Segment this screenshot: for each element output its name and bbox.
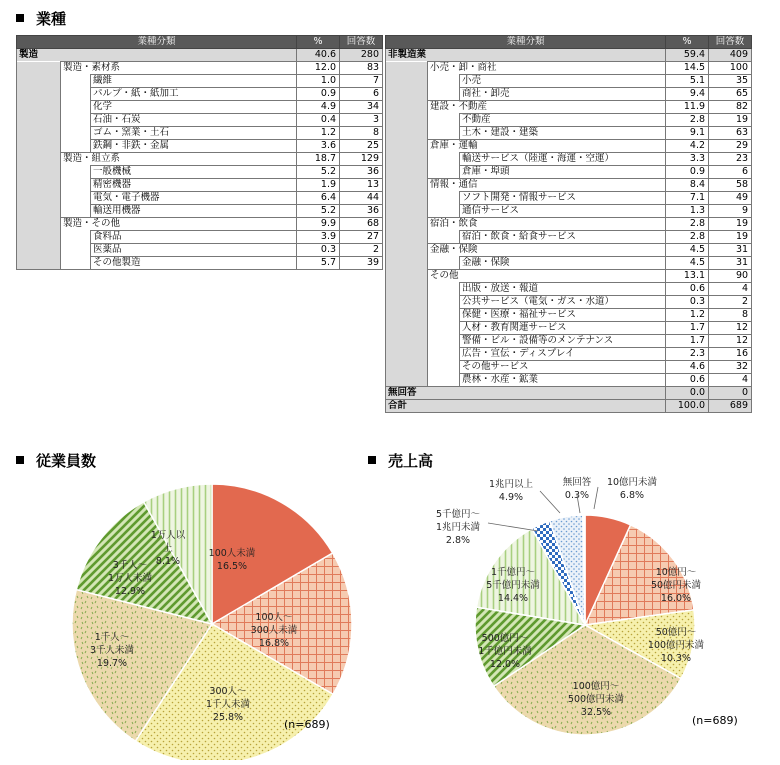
table-row [17, 127, 383, 140]
indent-cell [386, 361, 428, 374]
count-value: 6 [340, 88, 383, 101]
slice-label: 100人～ 300人未満 16.8% [250, 612, 298, 649]
item-label: 不動産 [460, 114, 666, 127]
indent-cell [17, 231, 61, 244]
percent-value: 3.9 [297, 231, 340, 244]
indent-cell [17, 140, 61, 153]
count-value: 3 [340, 114, 383, 127]
indent-cell [17, 244, 61, 257]
count-value: 32 [709, 361, 752, 374]
leader-line [540, 491, 560, 513]
count-value: 4 [709, 283, 752, 296]
indent-cell [428, 322, 460, 335]
table-header-row [386, 36, 752, 49]
percent-value: 13.1 [666, 270, 709, 283]
slice-label: 5千億円～ 1兆円未満 2.8% [435, 509, 481, 546]
item-label: 公共サービス（電気・ガス・水道） [460, 296, 666, 309]
square-bullet-icon [16, 456, 24, 464]
percent-value: 40.6 [297, 49, 340, 62]
table-row [386, 335, 752, 348]
table-row [386, 361, 752, 374]
percent-value: 0.0 [666, 387, 709, 400]
indent-cell [386, 348, 428, 361]
header-count: 回答数 [340, 36, 383, 49]
table-row [386, 153, 752, 166]
slice-label: 300人～ 1千人未満 25.8% [205, 686, 251, 723]
indent-cell [428, 283, 460, 296]
industry-section-title: 業種 [16, 8, 66, 29]
indent-cell [386, 231, 428, 244]
item-label: 精密機器 [91, 179, 297, 192]
item-label: 人材・教育関連サービス [460, 322, 666, 335]
indent-cell [61, 205, 91, 218]
count-value: 4 [709, 374, 752, 387]
indent-cell [386, 244, 428, 257]
count-value: 2 [340, 244, 383, 257]
indent-cell [428, 361, 460, 374]
percent-value: 0.4 [297, 114, 340, 127]
percent-value: 1.9 [297, 179, 340, 192]
indent-cell [386, 88, 428, 101]
leader-line [488, 523, 538, 531]
percent-value: 0.9 [297, 88, 340, 101]
category-label: 製造 [17, 49, 297, 62]
percent-value: 9.1 [666, 127, 709, 140]
table-row [17, 166, 383, 179]
indent-cell [386, 257, 428, 270]
percent-value: 5.7 [297, 257, 340, 270]
percent-value: 3.6 [297, 140, 340, 153]
subcategory-label: その他 [428, 270, 666, 283]
indent-cell [61, 114, 91, 127]
count-value: 0 [709, 387, 752, 400]
item-label: その他サービス [460, 361, 666, 374]
count-value: 90 [709, 270, 752, 283]
table-row [17, 49, 383, 62]
count-value: 6 [709, 166, 752, 179]
indent-cell [428, 309, 460, 322]
item-label: 金融・保険 [460, 257, 666, 270]
table-row [386, 140, 752, 153]
item-label: 広告・宣伝・ディスプレイ [460, 348, 666, 361]
indent-cell [428, 231, 460, 244]
subcategory-label: 宿泊・飲食 [428, 218, 666, 231]
indent-cell [17, 62, 61, 75]
count-value: 44 [340, 192, 383, 205]
item-label: 石油・石炭 [91, 114, 297, 127]
indent-cell [386, 205, 428, 218]
indent-cell [428, 205, 460, 218]
count-value: 36 [340, 166, 383, 179]
table-row [17, 257, 383, 270]
count-value: 34 [340, 101, 383, 114]
subcategory-label: 製造・組立系 [61, 153, 297, 166]
table-row [386, 49, 752, 62]
count-value: 19 [709, 218, 752, 231]
item-label: 医薬品 [91, 244, 297, 257]
subcategory-label: 金融・保険 [428, 244, 666, 257]
header-count: 回答数 [709, 36, 752, 49]
indent-cell [386, 127, 428, 140]
item-label: 一般機械 [91, 166, 297, 179]
slice-label: 1千億円～ 5千億円未満 14.4% [486, 567, 540, 604]
slice-label: 50億円～ 100億円未満 10.3% [647, 627, 705, 664]
count-value: 49 [709, 192, 752, 205]
table-row [17, 88, 383, 101]
count-value: 36 [340, 205, 383, 218]
indent-cell [61, 257, 91, 270]
indent-cell [386, 296, 428, 309]
table-row [17, 205, 383, 218]
table-row [17, 140, 383, 153]
table-row [386, 88, 752, 101]
item-label: 輸送用機器 [91, 205, 297, 218]
percent-value: 4.9 [297, 101, 340, 114]
indent-cell [386, 374, 428, 387]
indent-cell [428, 192, 460, 205]
table-row [386, 257, 752, 270]
header-category: 業種分類 [17, 36, 297, 49]
percent-value: 1.3 [666, 205, 709, 218]
table-row [17, 101, 383, 114]
percent-value: 0.3 [297, 244, 340, 257]
category-label: 無回答 [386, 387, 666, 400]
table-row [386, 166, 752, 179]
count-value: 31 [709, 257, 752, 270]
item-label: 宿泊・飲食・給食サービス [460, 231, 666, 244]
square-bullet-icon [368, 456, 376, 464]
count-value: 409 [709, 49, 752, 62]
indent-cell [17, 153, 61, 166]
table-row [386, 62, 752, 75]
table-row [17, 231, 383, 244]
item-label: パルプ・紙・紙加工 [91, 88, 297, 101]
item-label: 倉庫・埠頭 [460, 166, 666, 179]
percent-value: 8.4 [666, 179, 709, 192]
indent-cell [386, 335, 428, 348]
table-row [386, 244, 752, 257]
slice-label: 500億円～ 1千億円未満 12.0% [478, 633, 532, 670]
table-header-row [17, 36, 383, 49]
indent-cell [61, 231, 91, 244]
indent-cell [386, 322, 428, 335]
percent-value: 5.2 [297, 205, 340, 218]
table-row [386, 322, 752, 335]
count-value: 23 [709, 153, 752, 166]
percent-value: 2.3 [666, 348, 709, 361]
count-value: 2 [709, 296, 752, 309]
indent-cell [61, 127, 91, 140]
count-value: 19 [709, 231, 752, 244]
indent-cell [61, 101, 91, 114]
indent-cell [386, 218, 428, 231]
item-label: ゴム・窯業・土石 [91, 127, 297, 140]
percent-value: 3.3 [666, 153, 709, 166]
table-row [386, 348, 752, 361]
percent-value: 7.1 [666, 192, 709, 205]
indent-cell [61, 88, 91, 101]
sales-n-label: (n=689) [692, 714, 738, 727]
percent-value: 1.2 [666, 309, 709, 322]
table-row [17, 179, 383, 192]
item-label: 農林・水産・鉱業 [460, 374, 666, 387]
indent-cell [428, 348, 460, 361]
item-label: 小売 [460, 75, 666, 88]
indent-cell [428, 153, 460, 166]
employees-n-label: (n=689) [284, 718, 330, 731]
count-value: 39 [340, 257, 383, 270]
table-row [386, 296, 752, 309]
industry-table-nonmanufacturing [385, 35, 752, 413]
item-label: 通信サービス [460, 205, 666, 218]
indent-cell [386, 179, 428, 192]
indent-cell [428, 114, 460, 127]
indent-cell [386, 62, 428, 75]
slice-label: 1兆円以上 4.9% [488, 479, 534, 503]
percent-value: 1.7 [666, 335, 709, 348]
count-value: 83 [340, 62, 383, 75]
table-row [386, 127, 752, 140]
percent-value: 1.0 [297, 75, 340, 88]
slice-label: 1万人以上 8.1% [150, 530, 186, 567]
item-label: 電気・電子機器 [91, 192, 297, 205]
count-value: 13 [340, 179, 383, 192]
count-value: 29 [709, 140, 752, 153]
count-value: 65 [709, 88, 752, 101]
indent-cell [17, 205, 61, 218]
sales-section-title: 売上高 [368, 450, 433, 471]
count-value: 31 [709, 244, 752, 257]
count-value: 100 [709, 62, 752, 75]
table-row [386, 374, 752, 387]
slice-label: 無回答 0.3% [562, 477, 592, 501]
table-row [17, 244, 383, 257]
table-row [386, 387, 752, 400]
indent-cell [428, 127, 460, 140]
item-label: その他製造 [91, 257, 297, 270]
item-label: 出版・放送・報道 [460, 283, 666, 296]
employees-section-title: 従業員数 [16, 450, 96, 471]
count-value: 82 [709, 101, 752, 114]
percent-value: 0.6 [666, 374, 709, 387]
percent-value: 2.8 [666, 114, 709, 127]
percent-value: 12.0 [297, 62, 340, 75]
slice-label: 10億円～ 50億円未満 16.0% [650, 567, 702, 604]
indent-cell [17, 88, 61, 101]
count-value: 280 [340, 49, 383, 62]
slice-label: 100人未満 16.5% [208, 548, 256, 572]
indent-cell [61, 75, 91, 88]
industry-table-manufacturing [16, 35, 383, 270]
indent-cell [428, 88, 460, 101]
table-row [386, 400, 752, 413]
subcategory-label: 製造・その他 [61, 218, 297, 231]
percent-value: 1.2 [297, 127, 340, 140]
count-value: 68 [340, 218, 383, 231]
percent-value: 4.6 [666, 361, 709, 374]
item-label: 輸送サービス（陸運・海運・空運） [460, 153, 666, 166]
table-row [386, 205, 752, 218]
indent-cell [386, 192, 428, 205]
percent-value: 0.3 [666, 296, 709, 309]
slice-label: 1千人～ 3千人未満 19.7% [89, 632, 135, 669]
slice-label: 3千人～ 1万人未満 12.9% [107, 560, 153, 597]
table-row [386, 179, 752, 192]
indent-cell [428, 75, 460, 88]
slice-label: 10億円未満 6.8% [606, 477, 658, 501]
table-row [17, 75, 383, 88]
table-row [386, 270, 752, 283]
percent-value: 0.6 [666, 283, 709, 296]
count-value: 25 [340, 140, 383, 153]
indent-cell [386, 114, 428, 127]
count-value: 12 [709, 335, 752, 348]
percent-value: 14.5 [666, 62, 709, 75]
item-label: 保健・医療・福祉サービス [460, 309, 666, 322]
indent-cell [61, 244, 91, 257]
count-value: 16 [709, 348, 752, 361]
table-row [17, 114, 383, 127]
percent-value: 2.8 [666, 218, 709, 231]
indent-cell [17, 75, 61, 88]
category-label: 合計 [386, 400, 666, 413]
table-row [386, 283, 752, 296]
indent-cell [17, 114, 61, 127]
count-value: 689 [709, 400, 752, 413]
indent-cell [428, 257, 460, 270]
indent-cell [386, 101, 428, 114]
indent-cell [17, 179, 61, 192]
indent-cell [386, 75, 428, 88]
item-label: 繊維 [91, 75, 297, 88]
header-pct: % [297, 36, 340, 49]
percent-value: 0.9 [666, 166, 709, 179]
count-value: 27 [340, 231, 383, 244]
percent-value: 59.4 [666, 49, 709, 62]
indent-cell [17, 192, 61, 205]
item-label: 化学 [91, 101, 297, 114]
indent-cell [386, 140, 428, 153]
indent-cell [386, 270, 428, 283]
percent-value: 11.9 [666, 101, 709, 114]
subcategory-label: 情報・通信 [428, 179, 666, 192]
table-row [386, 218, 752, 231]
percent-value: 5.2 [297, 166, 340, 179]
percent-value: 1.7 [666, 322, 709, 335]
table-row [386, 309, 752, 322]
percent-value: 100.0 [666, 400, 709, 413]
indent-cell [61, 166, 91, 179]
indent-cell [61, 192, 91, 205]
item-label: ソフト開発・情報サービス [460, 192, 666, 205]
percent-value: 2.8 [666, 231, 709, 244]
indent-cell [428, 374, 460, 387]
count-value: 8 [340, 127, 383, 140]
percent-value: 6.4 [297, 192, 340, 205]
percent-value: 18.7 [297, 153, 340, 166]
table-row [386, 101, 752, 114]
percent-value: 5.1 [666, 75, 709, 88]
table-row [386, 114, 752, 127]
header-category: 業種分類 [386, 36, 666, 49]
indent-cell [17, 257, 61, 270]
indent-cell [17, 127, 61, 140]
count-value: 19 [709, 114, 752, 127]
subcategory-label: 製造・素材系 [61, 62, 297, 75]
subcategory-label: 倉庫・運輸 [428, 140, 666, 153]
table-row [386, 75, 752, 88]
employees-pie-chart [60, 470, 420, 760]
indent-cell [386, 309, 428, 322]
count-value: 129 [340, 153, 383, 166]
table-row [17, 192, 383, 205]
indent-cell [386, 283, 428, 296]
count-value: 63 [709, 127, 752, 140]
count-value: 8 [709, 309, 752, 322]
header-pct: % [666, 36, 709, 49]
table-row [17, 218, 383, 231]
table-row [17, 62, 383, 75]
percent-value: 9.9 [297, 218, 340, 231]
category-label: 非製造業 [386, 49, 666, 62]
count-value: 58 [709, 179, 752, 192]
indent-cell [428, 296, 460, 309]
percent-value: 4.5 [666, 257, 709, 270]
indent-cell [386, 166, 428, 179]
indent-cell [61, 179, 91, 192]
item-label: 商社・卸売 [460, 88, 666, 101]
item-label: 食料品 [91, 231, 297, 244]
indent-cell [17, 166, 61, 179]
item-label: 警備・ビル・設備等のメンテナンス [460, 335, 666, 348]
indent-cell [428, 335, 460, 348]
percent-value: 4.5 [666, 244, 709, 257]
percent-value: 4.2 [666, 140, 709, 153]
square-bullet-icon [16, 14, 24, 22]
count-value: 12 [709, 322, 752, 335]
leader-line [594, 487, 598, 509]
indent-cell [386, 153, 428, 166]
subcategory-label: 小売・卸・商社 [428, 62, 666, 75]
table-row [386, 192, 752, 205]
item-label: 鉄鋼・非鉄・金属 [91, 140, 297, 153]
count-value: 35 [709, 75, 752, 88]
item-label: 土木・建設・建築 [460, 127, 666, 140]
count-value: 7 [340, 75, 383, 88]
percent-value: 9.4 [666, 88, 709, 101]
indent-cell [428, 166, 460, 179]
indent-cell [61, 140, 91, 153]
indent-cell [17, 101, 61, 114]
indent-cell [17, 218, 61, 231]
subcategory-label: 建設・不動産 [428, 101, 666, 114]
table-row [386, 231, 752, 244]
table-row [17, 153, 383, 166]
count-value: 9 [709, 205, 752, 218]
slice-label: 100億円～ 500億円未満 32.5% [567, 681, 625, 718]
